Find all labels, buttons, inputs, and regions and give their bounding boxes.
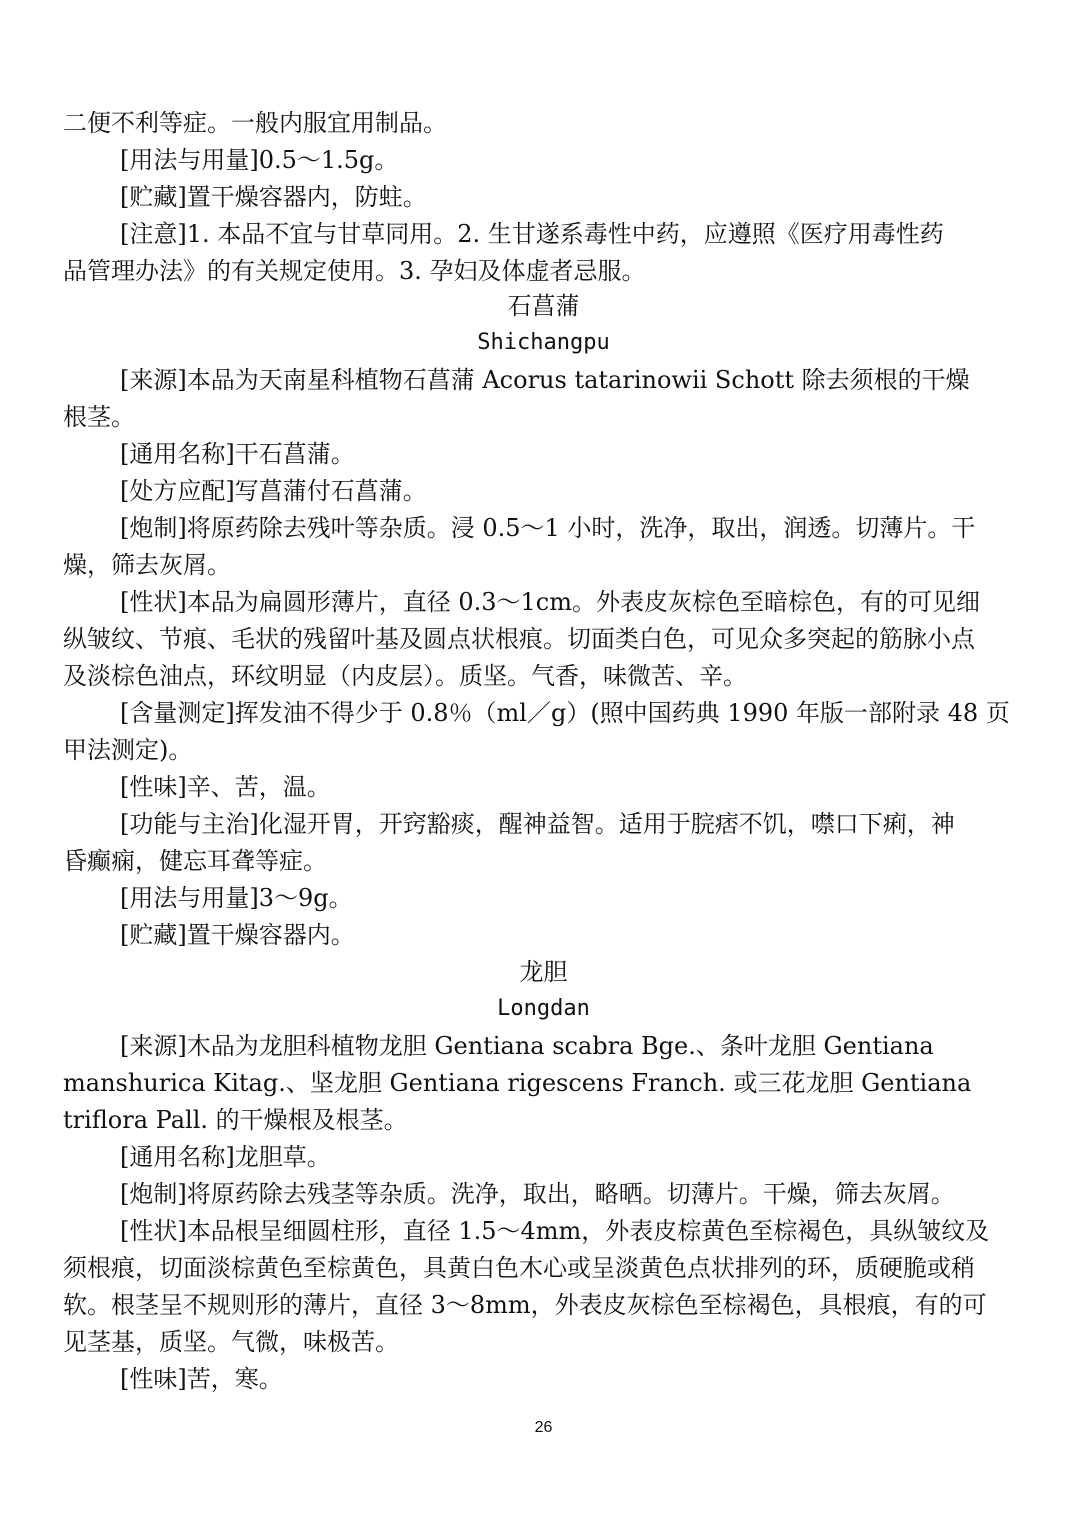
entry-description-cont: 纵皱纹、节痕、毛状的残留叶基及圆点状根痕。切面类白色，可见众多突起的筋脉小点 — [63, 625, 975, 653]
entry-common-name: [通用名称]龙胆草。 — [120, 1143, 331, 1171]
entry-description-cont: 须根痕，切面淡棕黄色至棕黄色，具黄白色木心或呈淡黄色点状排列的环，质硬脆或稍 — [63, 1254, 975, 1282]
entry-nature-flavor: [性味]辛、苦，温。 — [120, 773, 331, 801]
entry-description-cont: 见茎基，质坚。气微，味极苦。 — [63, 1328, 399, 1356]
entry-usage-dosage: [用法与用量]0.5～1.5g。 — [120, 146, 399, 174]
entry-function-cont: 昏癫痫，健忘耳聋等症。 — [63, 847, 327, 875]
entry-prescription: [处方应配]写菖蒲付石菖蒲。 — [120, 477, 427, 505]
entry-function: [功能与主治]化湿开胃，开窍豁痰，醒神益智。适用于脘痞不饥，噤口下痢，神 — [120, 810, 955, 838]
entry-assay-cont: 甲法测定)。 — [63, 736, 193, 764]
entry-description: [性状]本品为扁圆形薄片，直径 0.3～1cm。外表皮灰棕色至暗棕色，有的可见细 — [120, 588, 980, 616]
entry-caution-cont: 品管理办法》的有关规定使用。3. 孕妇及体虚者忌服。 — [63, 257, 646, 285]
entry-source: [来源]本品为天南星科植物石菖蒲 Acorus tatarinowii Schott 除去须根的干燥 — [120, 366, 970, 394]
entry-description-cont: 及淡棕色油点，环纹明显（内皮层）。质坚。气香，味微苦、辛。 — [63, 662, 747, 690]
section-pinyin: Longdan — [497, 996, 590, 1021]
entry-processing: [炮制]将原药除去残茎等杂质。洗净，取出，略晒。切薄片。干燥，筛去灰屑。 — [120, 1180, 955, 1208]
section-title: 石菖蒲 — [507, 292, 580, 320]
entry-source-cont: triflora Pall. 的干燥根及根茎。 — [63, 1106, 408, 1134]
entry-source-cont: manshurica Kitag.、坚龙胆 Gentiana rigescens Franch. 或三花龙胆 Gentiana — [63, 1069, 972, 1097]
entry-usage-dosage: [用法与用量]3～9g。 — [120, 884, 353, 912]
section-title: 龙胆 — [519, 958, 568, 986]
entry-source-cont: 根茎。 — [63, 403, 135, 431]
entry-storage: [贮藏]置干燥容器内，防蛀。 — [120, 183, 427, 211]
entry-nature-flavor: [性味]苦，寒。 — [120, 1365, 283, 1393]
entry-assay: [含量测定]挥发油不得少于 0.8％（ml／g）(照中国药典 1990 年版一部附录 48 页 — [120, 699, 1010, 727]
entry-processing-cont: 燥，筛去灰屑。 — [63, 551, 231, 579]
entry-processing: [炮制]将原药除去残叶等杂质。浸 0.5～1 小时，洗净，取出，润透。切薄片。干 — [120, 514, 976, 542]
continuation-line: 二便不利等症。一般内服宜用制品。 — [63, 109, 447, 137]
entry-description: [性状]本品根呈细圆柱形，直径 1.5～4mm，外表皮棕黄色至棕褐色，具纵皱纹及 — [120, 1217, 990, 1245]
entry-storage: [贮藏]置干燥容器内。 — [120, 921, 355, 949]
entry-description-cont: 软。根茎呈不规则形的薄片，直径 3～8mm，外表皮灰棕色至棕褐色，具根痕，有的可 — [63, 1291, 987, 1319]
entry-source: [来源]木品为龙胆科植物龙胆 Gentiana scabra Bge.、条叶龙胆 Gentiana — [120, 1032, 934, 1060]
entry-common-name: [通用名称]干石菖蒲。 — [120, 440, 355, 468]
page-number: 26 — [534, 1419, 553, 1436]
section-pinyin: Shichangpu — [477, 330, 610, 355]
entry-caution: [注意]1. 本品不宜与甘草同用。2. 生甘遂系毒性中药，应遵照《医疗用毒性药 — [120, 220, 944, 248]
